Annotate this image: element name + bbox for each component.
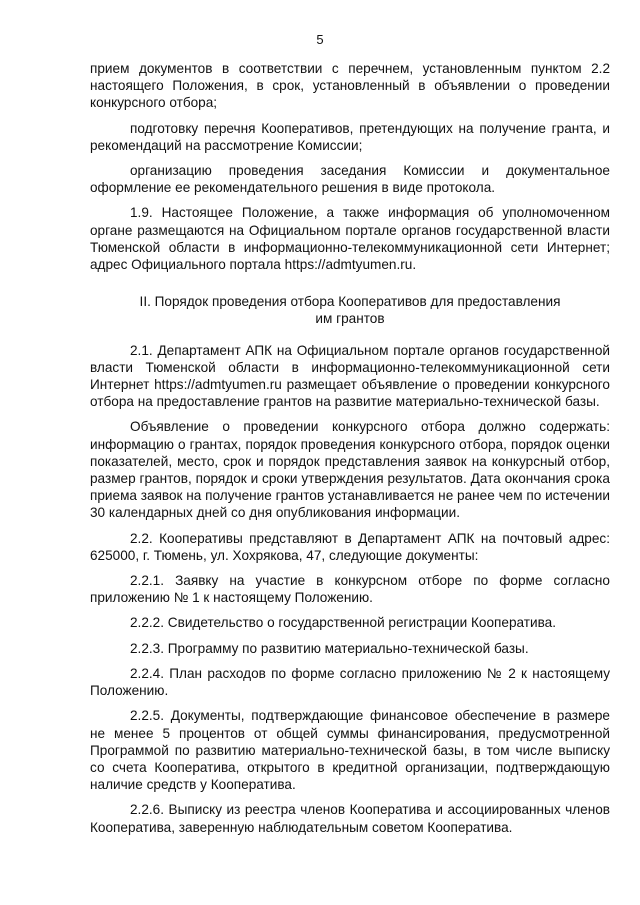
document-body	[90, 60, 610, 844]
page-number: 5	[316, 32, 324, 47]
paragraph: прием документов в соответствии с перечнем, установленным пунктом 2.2 настоящего Положения, в срок, установленный в объявлении о проведении конкурсного отбора;	[90, 61, 610, 111]
paragraph: 2.2.6. Выписку из реестра членов Кооператива и ассоциированных членов Кооператива, заверенную наблюдательным советом Кооператива.	[90, 802, 610, 835]
paragraph: 2.2.4. План расходов по форме согласно приложению № 2 к настоящему Положению.	[90, 665, 610, 699]
section-heading-line: II. Порядок проведения отбора Кооперативов для предоставления	[139, 294, 561, 310]
paragraph: 2.1. Департамент АПК на Официальном портале органов государственной власти Тюменской области в информационно-телекоммуникационной сети Интернет https://admtyumen.ru размещает объявление о проведении конкурсного отбора на предоставление грантов на развитие материально-технической базы.	[90, 342, 610, 410]
paragraph: 2.2.1. Заявку на участие в конкурсном отборе по форме согласно приложению № 1 к настоящему Положению.	[90, 573, 610, 606]
paragraph: 2.2.5. Документы, подтверждающие финансовое обеспечение в размере не менее 5 процентов от общей суммы финансирования, предусмотренной Программой по развитию материально-технической базы, в том числе выписку со счета Кооператива, открытого в кредитной организации, подтверждающую наличие средств у Кооператива.	[90, 708, 610, 793]
paragraph: подготовку перечня Кооперативов, претендующих на получение гранта, и рекомендаций на рассмотрение Комиссии;	[90, 120, 610, 153]
paragraph: 2.2.3. Программу по развитию материально-технической базы.	[130, 640, 529, 656]
paragraph: 1.9. Настоящее Положение, а также информация об уполномоченном органе размещаются на Официальном портале органов государственной власти Тюменской области в информационно-телекоммуникационной сети Интернет; адрес Официального портала https://admtyumen.ru.	[90, 205, 610, 273]
paragraph: 2.2.2. Свидетельство о государственной регистрации Кооператива.	[130, 615, 557, 631]
section-heading	[90, 293, 610, 327]
paragraph: Объявление о проведении конкурсного отбора должно содержать: информацию о грантах, порядок проведения конкурсного отбора, порядок оценки показателей, место, срок и порядок представления заявок на конкурсный отбор, размер грантов, порядок и сроки утверждения результатов. Дата окончания срока приема заявок на получение грантов устанавливается не ранее чем по истечении 30 календарных дней со дня опубликования информации.	[90, 419, 610, 521]
paragraph: организацию проведения заседания Комиссии и документальное оформление ее рекомендательного решения в виде протокола.	[90, 163, 610, 196]
section-heading-line: им грантов	[315, 311, 385, 327]
paragraph: 2.2. Кооперативы представляют в Департамент АПК на почтовый адрес: 625000, г. Тюмень, ул. Хохрякова, 47, следующие документы:	[90, 530, 610, 563]
